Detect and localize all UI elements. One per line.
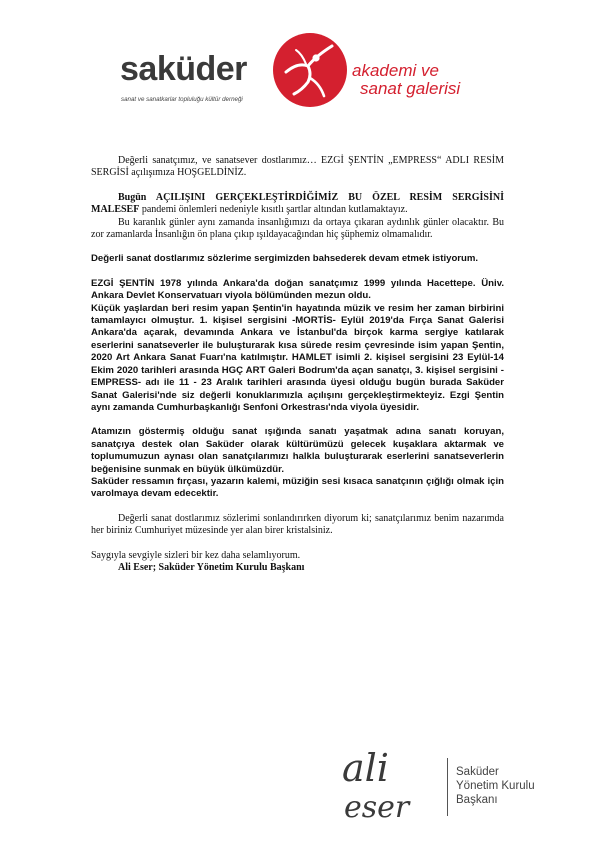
signature-last-name: eser: [344, 790, 410, 825]
brand-name: saküder: [120, 50, 247, 88]
opening-rest-text: pandemi önlemleri nedeniyle kısıtlı şartlar altından kutlamaktayız.: [139, 204, 408, 216]
signature-title-line-2: Yönetim Kurulu: [456, 780, 535, 792]
signature-title: [456, 765, 535, 807]
signature-title-line-3: Başkanı: [456, 794, 498, 806]
letter-body: [91, 155, 504, 574]
paragraph-artist-career: Küçük yaşlardan beri resim yapan Şentin'in hayatında müzik ve resim her zaman birbirini tamamlayıcı olmuştur. 1. kişisel sergisini -MORTİS- Eylül 2019'da Fırça Sanat Galerisi Ankara'da açarak, devamında Ankara ve İstanbul'da birçok karma sergiye katılarak eserlerini sanatseverler ile buluşturarak kısa sürede resim çevresinde isim yapan Şentin, 2020 Art Ankara Sanat Fuarı'na katılmıştır. HAMLET isimli 2. kişisel sergisini 23 Eylül-14 Ekim 2020 tarihleri arasında HGÇ ART Galeri Bodrum'da açan sanatçı, 3. kişisel sergisini -EMPRESS- adı ile 11 - 23 Aralık tarihleri arasında üyesi olduğu bugün burada Saküder Sanat Galerisi'nde siz değerli konuklarımızla açılışını gerçekleştirmekteyiz. Ezgi Şentin aynı zamanda Cumhurbaşkanlığı Senfoni Orkestrası'nda viyola üyesidir.: [91, 302, 504, 413]
signature-title-line-1: Saküder: [456, 766, 499, 778]
opening-bold-text: Bugün AÇILIŞINI GERÇEKLEŞTİRDİĞİMİZ BU ÖZEL RESİM SERGİSİNİ MALESEF: [91, 191, 504, 216]
gallery-subtitle: [352, 62, 460, 98]
signer-line: Ali Eser; Saküder Yönetim Kurulu Başkanı: [118, 561, 305, 573]
paragraph-closing-remarks: Değerli sanat dostlarımız sözlerimi sonlandırırken diyorum ki; sanatçılarımız benim nazarımda her biriniz Cumhuriyet müzesinde yer alan birer kristalsiniz.: [91, 512, 504, 537]
paragraph-dark-days: Bu karanlık günler aynı zamanda insanlığımızı da ortaya çıkaran aydınlık günler olacaktır. Bu zor zamanlarda İnsanlığın ön plana çıkıp ışıldayacağından hiç şüphemiz olmamalıdır.: [91, 216, 504, 241]
paragraph-welcome: Değerli sanatçımız, ve sanatsever dostlarımız… EZGİ ŞENTİN „EMPRESS“ ADLI RESİM SERGİSİ açılışımıza HOŞGELDİNİZ.: [91, 155, 504, 179]
signature-first-name: ali: [342, 746, 389, 790]
paragraph-opening: [91, 192, 504, 217]
subtitle-line-1: akademi ve: [352, 61, 439, 80]
brand-tagline: sanat ve sanatkarlar topluluğu kültür derneği: [121, 96, 243, 103]
paragraph-mission: Atamızın göstermiş olduğu sanat ışığında sanatı yaşatmak adına sanatı koruyan, sanatçıya destek olan Saküder olarak kültürümüzü gelecek kuşaklara aktarmak ve toplumumuzun aynası olan sanatçılarımızı halkla buluşturarak eserlerini sanatseverlerin beğenisine sunmak en büyük ülkümüzdür.: [91, 426, 504, 475]
handwritten-signature: [340, 745, 410, 827]
paragraph-intro: Değerli sanat dostlarımız sözlerime sergimizden bahsederek devam etmek istiyorum.: [91, 253, 479, 265]
letterhead: [0, 0, 595, 120]
signature-divider: [447, 758, 448, 816]
paragraph-vision: Saküder ressamın fırçası, yazarın kalemi, müziğin sesi kısaca sanatçının çığlığı olmak için varolmaya devam edecektir.: [91, 475, 504, 500]
dancer-logo-icon: [272, 32, 348, 108]
subtitle-line-2: sanat galerisi: [360, 79, 461, 98]
paragraph-artist-bio: EZGİ ŞENTİN 1978 yılında Ankara'da doğan sanatçımız 1999 yılında Hacettepe. Üniv. Ankara Devlet Konservatuarı viyola bölümünden mezun oldu.: [91, 277, 504, 302]
closing-greeting: Saygıyla sevgiyle sizleri bir kez daha selamlıyorum.: [91, 549, 301, 561]
